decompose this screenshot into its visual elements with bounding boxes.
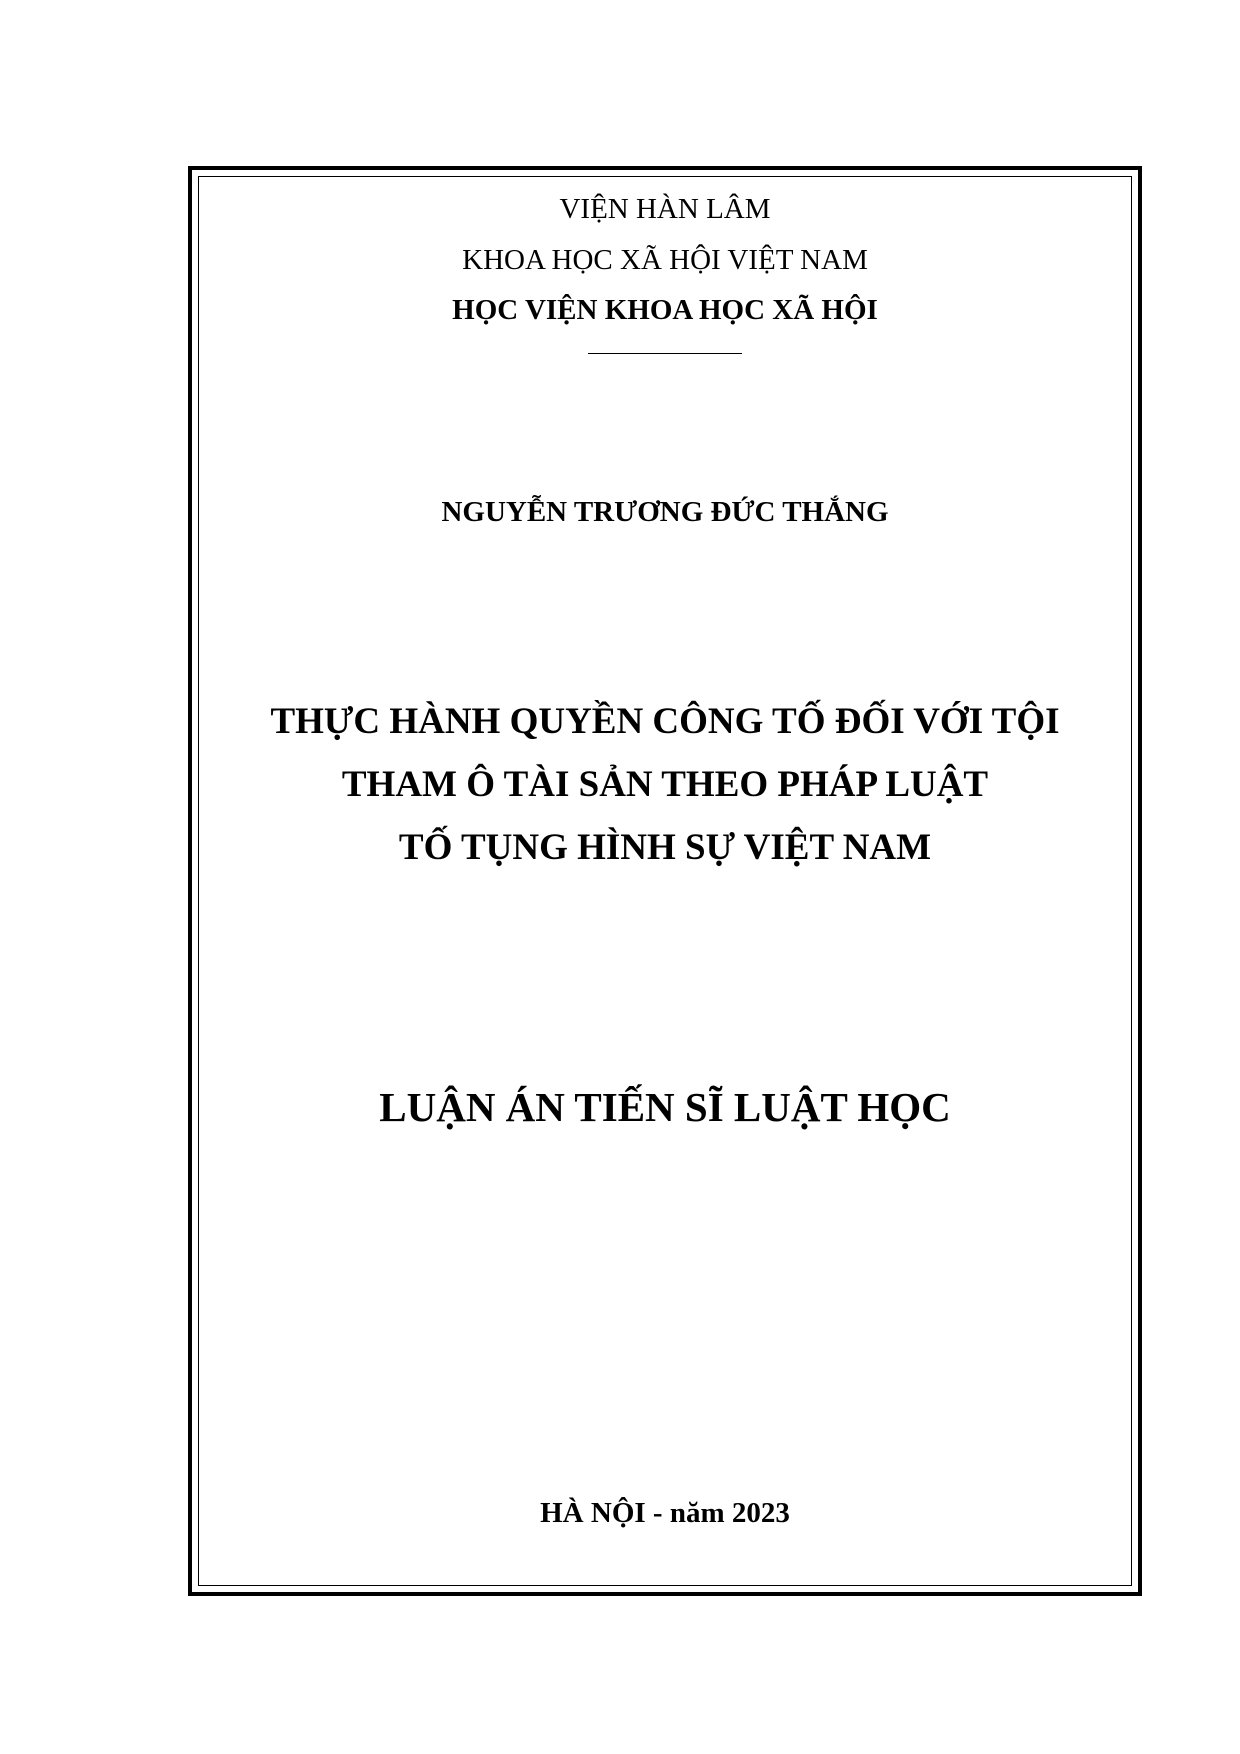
page-border-inner (198, 176, 1132, 1586)
institution-line-3: HỌC VIỆN KHOA HỌC XÃ HỘI (452, 294, 878, 326)
thesis-title-line-3: TỐ TỤNG HÌNH SỰ VIỆT NAM (398, 827, 932, 868)
thesis-title-line-1: THỰC HÀNH QUYỀN CÔNG TỐ ĐỐI VỚI TỘI (270, 701, 1060, 742)
author-name: NGUYỄN TRƯƠNG ĐỨC THẮNG (441, 496, 889, 528)
institution-line-2: KHOA HỌC XÃ HỘI VIỆT NAM (462, 244, 868, 276)
thesis-title-line-2: THAM Ô TÀI SẢN THEO PHÁP LUẬT (341, 764, 989, 805)
place-and-year: HÀ NỘI - năm 2023 (540, 1497, 790, 1529)
institution-line-1: VIỆN HÀN LÂM (559, 193, 771, 225)
header-divider (588, 353, 742, 354)
degree-title: LUẬN ÁN TIẾN SĨ LUẬT HỌC (379, 1084, 951, 1130)
